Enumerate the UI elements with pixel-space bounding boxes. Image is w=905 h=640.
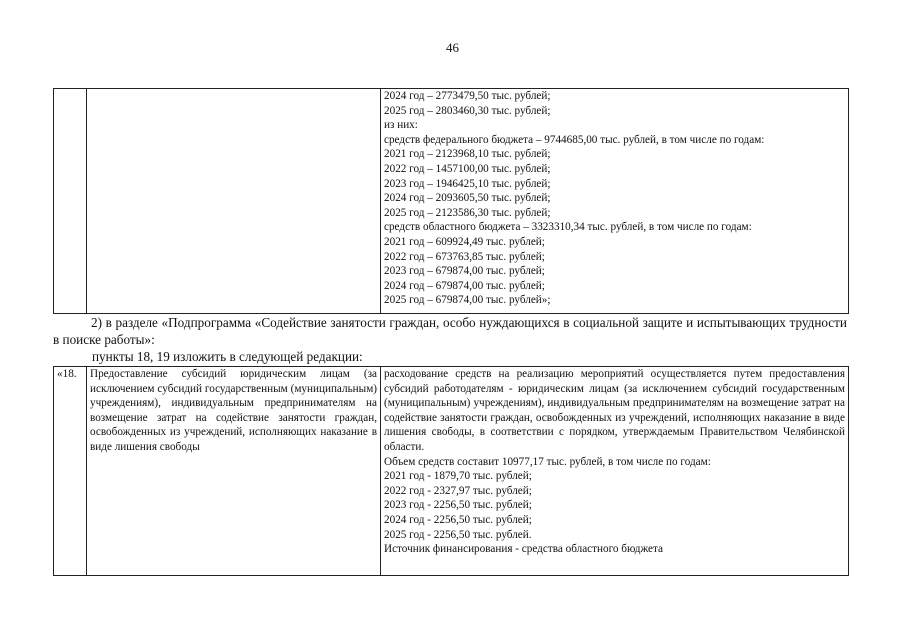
table-cell-number: [54, 89, 87, 314]
funding-line: 2025 год – 2803460,30 тыс. рублей;: [384, 104, 551, 117]
funding-line: 2024 год – 2093605,50 тыс. рублей;: [384, 192, 551, 205]
funding-line: Источник финансирования - средства областного бюджета: [384, 543, 664, 556]
funding-line: 2021 год – 2123968,10 тыс. рублей;: [384, 148, 551, 161]
amendment-instruction: пункты 18, 19 изложить в следующей редакции:: [92, 349, 363, 364]
item-description: расходование средств на реализацию мероприятий осуществляется путем предоставления субсидий работодателям - юридическим лицам (за исключением субсидий государственным (муниципальным) учреждениям), индивидуальным предпринимателям на возмещение затрат на содействие занятости граждан, освобожденных из учреждений, исполняющих наказание в виде лишения свободы, в соответствии с порядком, утверждаемым Правительством Челябинской области.: [384, 368, 845, 453]
funding-line: 2023 год – 679874,00 тыс. рублей;: [384, 265, 545, 278]
funding-line: средств федерального бюджета – 9744685,00 тыс. рублей, в том числе по годам:: [384, 133, 765, 146]
funding-line: 2023 год – 1946425,10 тыс. рублей;: [384, 177, 551, 190]
funding-line: 2023 год - 2256,50 тыс. рублей;: [384, 499, 532, 512]
amendment-paragraph: 2) в разделе «Подпрограмма «Содействие занятости граждан, особо нуждающихся в социальной защите и испытывающих трудности в поиске работы»:: [53, 315, 847, 347]
funding-line: 2025 год – 679874,00 тыс. рублей»;: [384, 294, 551, 307]
table-cell-funding: [381, 89, 849, 314]
funding-line: 2022 год – 1457100,00 тыс. рублей;: [384, 162, 551, 175]
funding-line: 2024 год – 2773479,50 тыс. рублей;: [384, 90, 551, 102]
funding-line: Объем средств составит 10977,17 тыс. рублей, в том числе по годам:: [384, 455, 711, 468]
funding-line: средств областного бюджета – 3323310,34 тыс. рублей, в том числе по годам:: [384, 221, 752, 234]
funding-line: 2025 год - 2256,50 тыс. рублей.: [384, 528, 532, 541]
funding-line: 2022 год - 2327,97 тыс. рублей;: [384, 484, 532, 497]
funding-line: 2021 год – 609924,49 тыс. рублей;: [384, 235, 545, 248]
item-number: «18.: [54, 367, 87, 576]
item-details: [381, 367, 849, 576]
page-number: 46: [446, 40, 459, 55]
funding-line: 2024 год - 2256,50 тыс. рублей;: [384, 513, 532, 526]
table-row: [54, 89, 849, 314]
table-cell-name: [87, 89, 381, 314]
funding-line: 2025 год – 2123586,30 тыс. рублей;: [384, 206, 551, 219]
funding-table-continued: [53, 88, 849, 314]
item-name: Предоставление субсидий юридическим лицам (за исключением субсидий государственным (муниципальным) учреждениям), индивидуальным предпринимателям на возмещение затрат на содействие занятости граждан, освобожденных из учреждений, исполняющих наказание в виде лишения свободы: [87, 367, 381, 576]
funding-line: 2024 год – 679874,00 тыс. рублей;: [384, 279, 545, 292]
funding-line: из них:: [384, 119, 418, 132]
funding-line: 2022 год – 673763,85 тыс. рублей;: [384, 250, 545, 263]
table-row: [54, 367, 849, 576]
measures-table: [53, 366, 849, 576]
funding-line: 2021 год - 1879,70 тыс. рублей;: [384, 470, 532, 483]
